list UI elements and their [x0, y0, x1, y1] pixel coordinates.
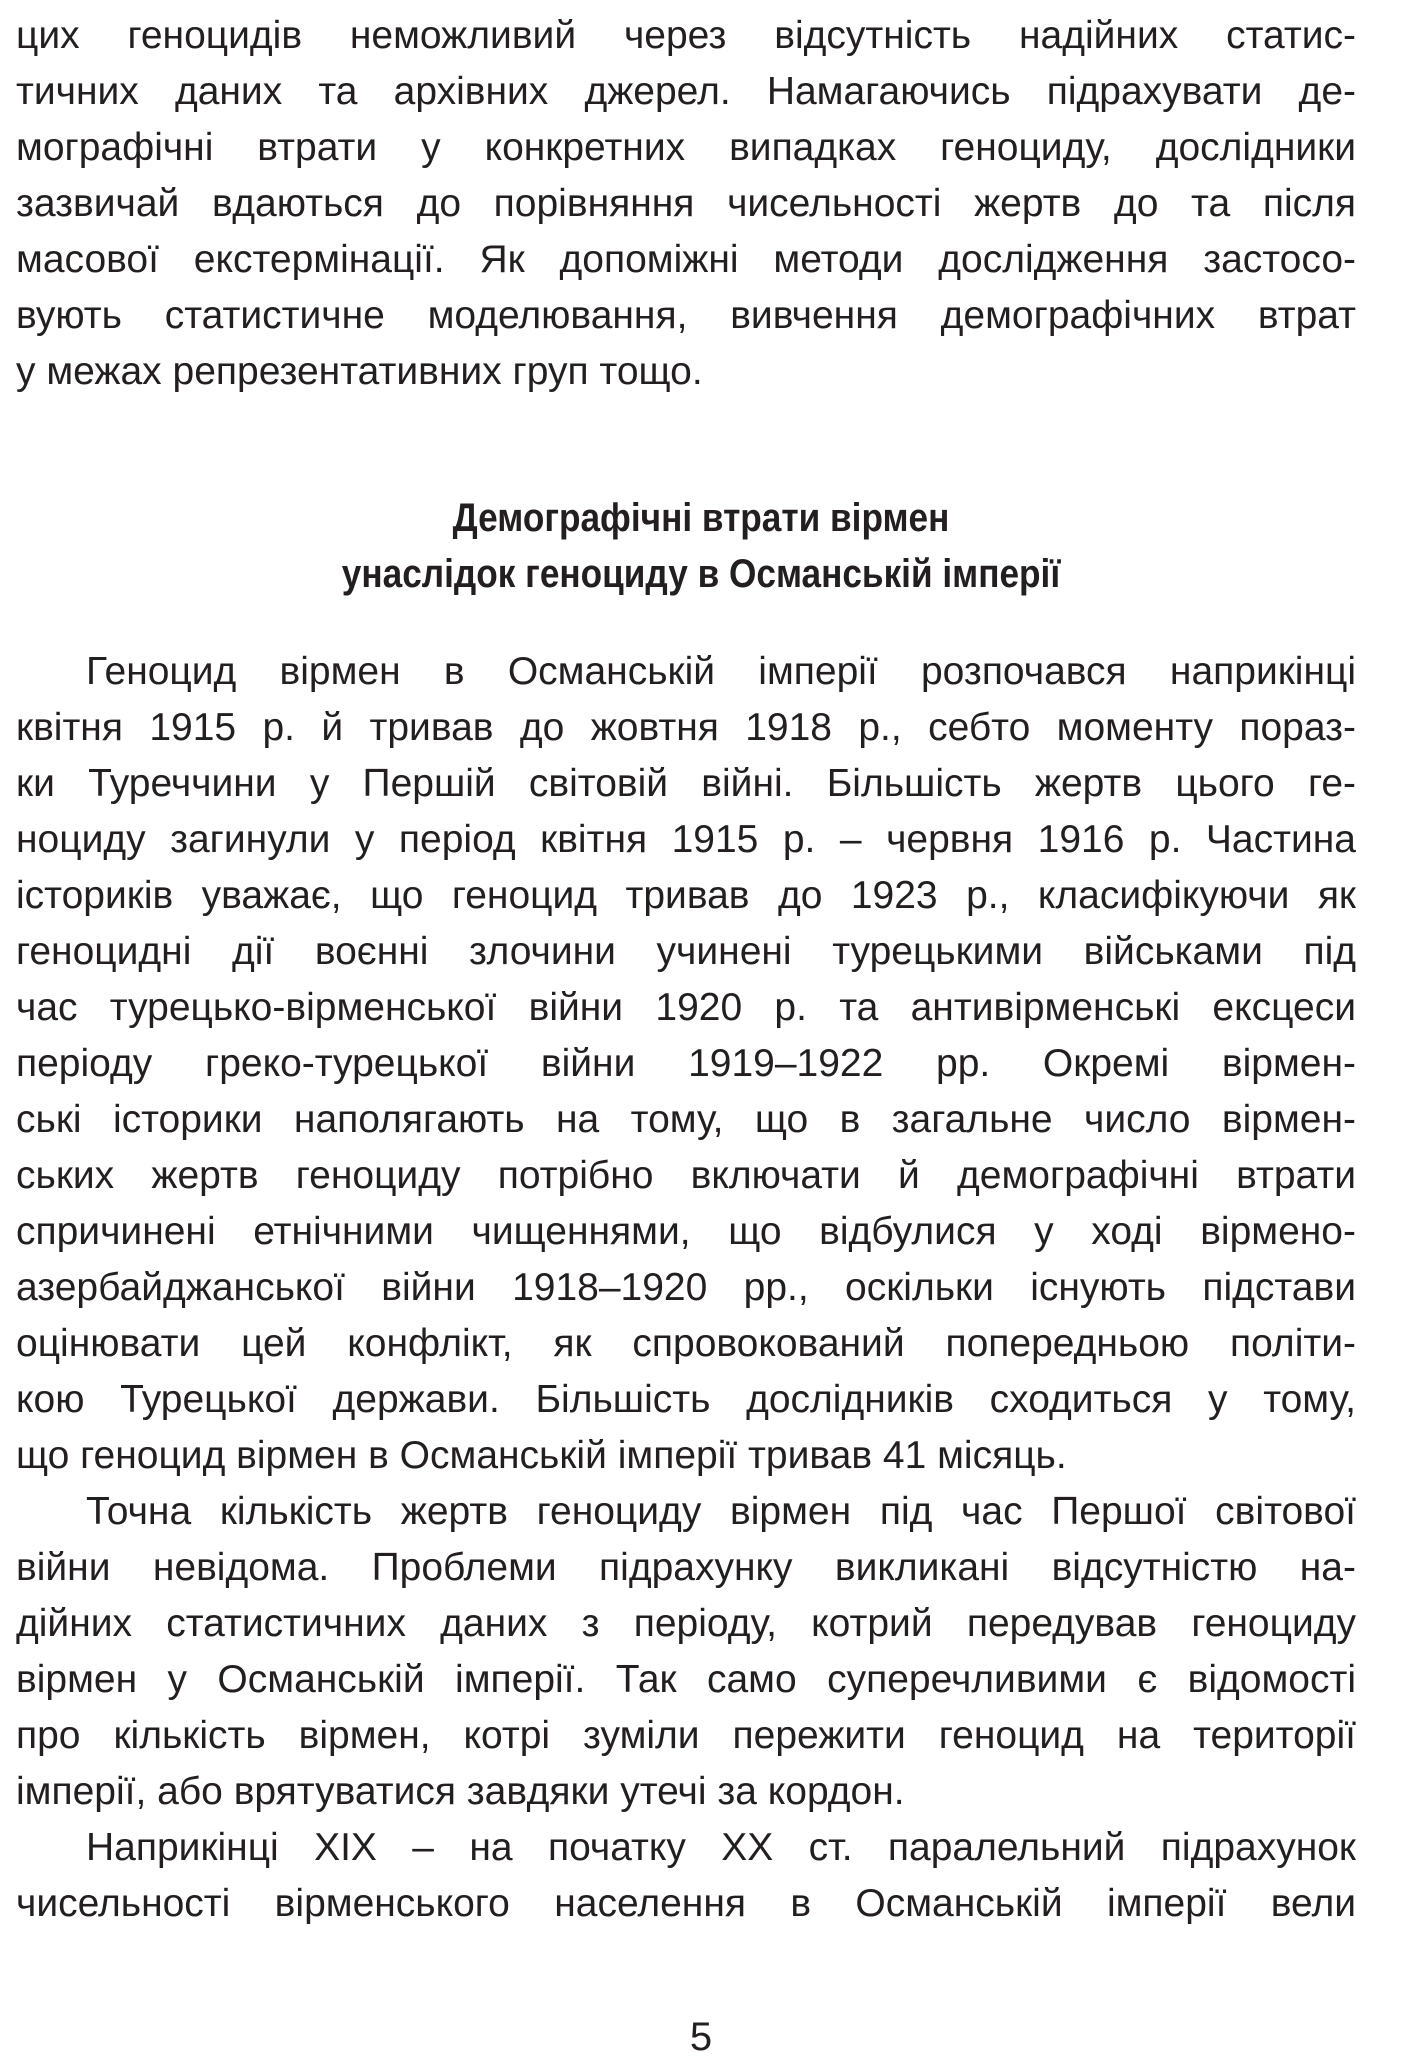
text-line: кою Турецької держави. Більшість дослідників сходиться у тому, [16, 1378, 1356, 1421]
text-line: вірмен у Османській імперії. Так само суперечливими є відомості [16, 1658, 1356, 1701]
text-line: про кількість вірмен, котрі зуміли пережити геноцид на території [16, 1714, 1356, 1757]
text-line: ські історики наполягають на тому, що в загальне число вірмен- [16, 1098, 1356, 1141]
text-line: час турецько-вірменської війни 1920 р. та антивірменські ексцеси [16, 986, 1356, 1029]
text-line: періоду греко-турецької війни 1919–1922 рр. Окремі вірмен- [16, 1042, 1356, 1085]
text-line: Точна кількість жертв геноциду вірмен під час Першої світової [86, 1490, 1356, 1533]
text-line: дійних статистичних даних з періоду, котрий передував геноциду [16, 1602, 1356, 1645]
text-line: ки Туреччини у Першій світовій війні. Більшість жертв цього ге- [16, 762, 1356, 805]
text-line: ських жертв геноциду потрібно включати й демографічні втрати [16, 1154, 1356, 1197]
text-line: імперії, або врятуватися завдяки утечі за кордон. [16, 1770, 905, 1813]
text-line: тичних даних та архівних джерел. Намагаючись підрахувати де- [16, 70, 1356, 113]
text-line: Наприкінці XIX – на початку XX ст. паралельний підрахунок [86, 1826, 1356, 1869]
page-number: 5 [689, 2015, 713, 2059]
text-line: вують статистичне моделювання, вивчення демографічних втрат [16, 294, 1356, 337]
text-line: війни невідома. Проблеми підрахунку викликані відсутністю на- [16, 1546, 1356, 1589]
text-line: зазвичай вдаються до порівняння чисельності жертв до та після [16, 182, 1356, 225]
text-line: азербайджанської війни 1918–1920 рр., оскільки існують підстави [16, 1266, 1356, 1309]
text-line: у межах репрезентативних груп тощо. [16, 350, 703, 393]
text-line: спричинені етнічними чищеннями, що відбулися у ході вірмено- [16, 1210, 1356, 1253]
text-line: що геноцид вірмен в Османській імперії тривав 41 місяць. [16, 1434, 1067, 1477]
text-line: істориків уважає, що геноцид тривав до 1923 р., класифікуючи як [16, 874, 1356, 917]
text-line: геноцидні дії воєнні злочини учинені турецькими військами під [16, 930, 1356, 973]
text-line: цих геноцидів неможливий через відсутність надійних статис- [16, 14, 1356, 57]
heading-line: унаслідок геноциду в Османській імперії [341, 552, 1061, 596]
text-line: масової екстермінації. Як допоміжні методи дослідження застосо- [16, 238, 1356, 281]
text-line: оцінювати цей конфлікт, як спровокований попередньою політи- [16, 1322, 1356, 1365]
text-line: Геноцид вірмен в Османській імперії розпочався наприкінці [86, 650, 1356, 693]
text-line: квітня 1915 р. й тривав до жовтня 1918 р., себто моменту пораз- [16, 706, 1356, 749]
heading-line: Демографічні втрати вірмен [452, 496, 950, 540]
text-line: мографічні втрати у конкретних випадках геноциду, дослідники [16, 126, 1356, 169]
text-line: чисельності вірменського населення в Османській імперії вели [16, 1882, 1356, 1925]
text-line: ноциду загинули у період квітня 1915 р. – червня 1916 р. Частина [16, 818, 1356, 861]
